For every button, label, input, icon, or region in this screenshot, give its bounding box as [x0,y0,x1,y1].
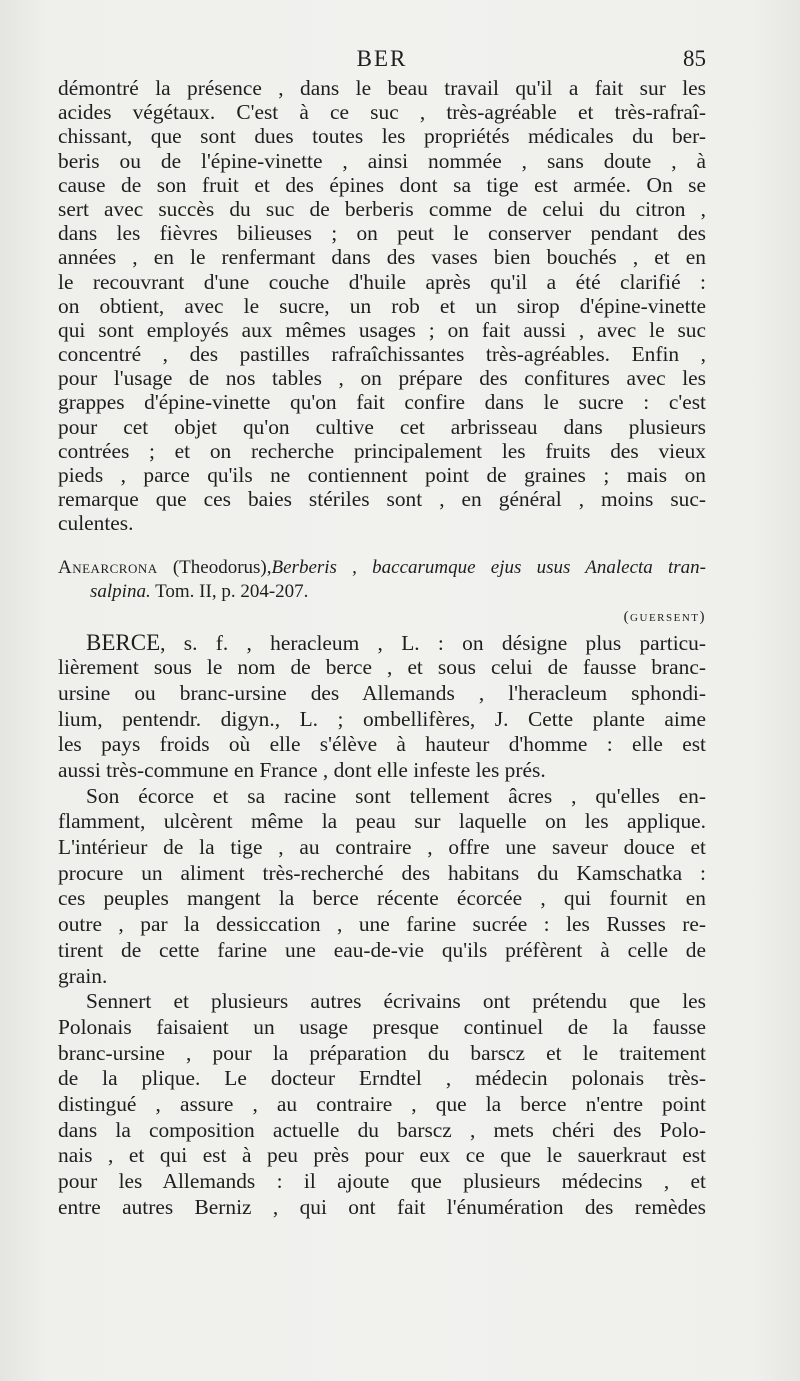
author-signature: (guersent) [623,608,706,625]
biblio-author: Anearcrona [58,556,158,578]
text-line: L'intérieur de la tige , au contraire , offre une saveur douce et [58,835,706,860]
text-line: chissant, que sont dues toutes les propriétés médicales du ber- [58,124,706,149]
text-line: qui sont employés aux mêmes usages ; on fait aussi , avec le suc [58,317,706,342]
text-line: pieds , parce qu'ils ne contiennent point de graines ; mais on [58,463,706,487]
body-text [58,76,706,1220]
text-line: démontré la présence , dans le beau travail qu'il a fait sur les [58,76,706,100]
bibliography-entry [58,556,706,604]
text-line: dans les fièvres bilieuses ; on peut le conserver pendant des [58,221,706,246]
text-line: sert avec succès du suc de berberis comme de celui du citron , [58,196,706,221]
text-line: Sennert et plusieurs autres écrivains ont prétendu que les [86,989,706,1014]
text-line: branc-ursine , pour la préparation du barscz et le traitement [58,1040,706,1065]
text-line: acides végétaux. C'est à ce suc , très-agréable et très-rafraî- [58,100,706,125]
biblio-title-cont: salpina. [90,580,151,602]
biblio-line [58,556,706,580]
running-head: BER [356,46,408,71]
text-line: contrées ; et on recherche principalement les fruits des vieux [58,438,706,463]
text-line: lium, pentendr. digyn., L. ; ombellifères, J. Cette plante aime [58,706,706,731]
text-line: les pays froids où elle s'élève à hauteur d'homme : elle est [58,732,706,757]
text-line: BERCE, s. f. , heracleum , L. : on désigne plus particu- [86,629,706,655]
headword: BERCE [86,629,161,655]
text-line: dans la composition actuelle du barscz , mets chéri des Polo- [58,1117,706,1142]
text-line: flamment, ulcèrent même la peau sur laquelle on les applique. [58,809,706,834]
biblio-title: Berberis , baccarumque ejus usus Analecta tran- [271,556,706,578]
text-line: concentré , des pastilles rafraîchissantes très-agréables. Enfin , [58,342,706,367]
text-line: le recouvrant d'une couche d'huile après qu'il a été clarifié : [58,269,706,294]
text-line: cause de son fruit et des épines dont sa tige est armée. On se [58,172,706,197]
text-line: tirent de cette farine une eau-de-vie qu'ils préfèrent à celle de [58,937,706,962]
paragraph-berberis-uses [58,76,706,536]
text-line: lièrement sous le nom de berce , et sous celui de fausse branc- [58,655,706,680]
text-line: pour les Allemands : il ajoute que plusieurs médecins , et [58,1169,706,1193]
text-line: aussi très-commune en France , dont elle infeste les prés. [58,758,546,782]
text-line: ces peuples mangent la berce récente écorcée , qui fournit en [58,886,706,911]
text-line: on obtient, avec le sucre, un rob et un sirop d'épine-vinette [58,293,706,318]
text-line: procure un aliment très-recherché des habitans du Kamschatka : [58,860,706,885]
text-line: entre autres Berniz , qui ont fait l'énumération des remèdes [58,1194,706,1219]
text-line: beris ou de l'épine-vinette , ainsi nommée , sans doute , à [58,148,706,173]
text-line: ursine ou branc-ursine des Allemands , l'heracleum sphondi- [58,680,706,705]
text-line: Polonais faisaient un usage presque continuel de la fausse [58,1014,706,1039]
text-line: années , en le renfermant dans des vases bien bouchés , et en [58,245,706,270]
text-line: pour cet objet qu'on cultive cet arbrisseau dans plusieurs [58,414,706,439]
text-line: Son écorce et sa racine sont tellement âcres , qu'elles en- [86,783,706,808]
text-line: outre , par la dessiccation , une farine sucrée : les Russes re- [58,912,706,937]
text-line: culentes. [58,511,134,536]
page-number: 85 [683,46,706,71]
page-header [58,46,706,76]
article-berce [58,630,706,1221]
biblio-author-first: (Theodorus), [157,556,272,578]
text-line: nais , et qui est à peu près pour eux ce que le sauerkraut est [58,1143,706,1168]
text-line: remarque que ces baies stériles sont , en général , moins suc- [58,487,706,512]
text-line: distingué , assure , au contraire , que la berce n'entre point [58,1091,706,1116]
biblio-line [58,580,706,604]
text-line: grain. [58,963,108,988]
text-line: pour l'usage de nos tables , on prépare des confitures avec les [58,366,706,391]
text-line: grappes d'épine-vinette qu'on fait confire dans le sucre : c'est [58,390,706,415]
biblio-reference: Tom. II, p. 204-207. [150,580,309,602]
text-line: de la plique. Le docteur Erndtel , médecin polonais très- [58,1066,706,1091]
